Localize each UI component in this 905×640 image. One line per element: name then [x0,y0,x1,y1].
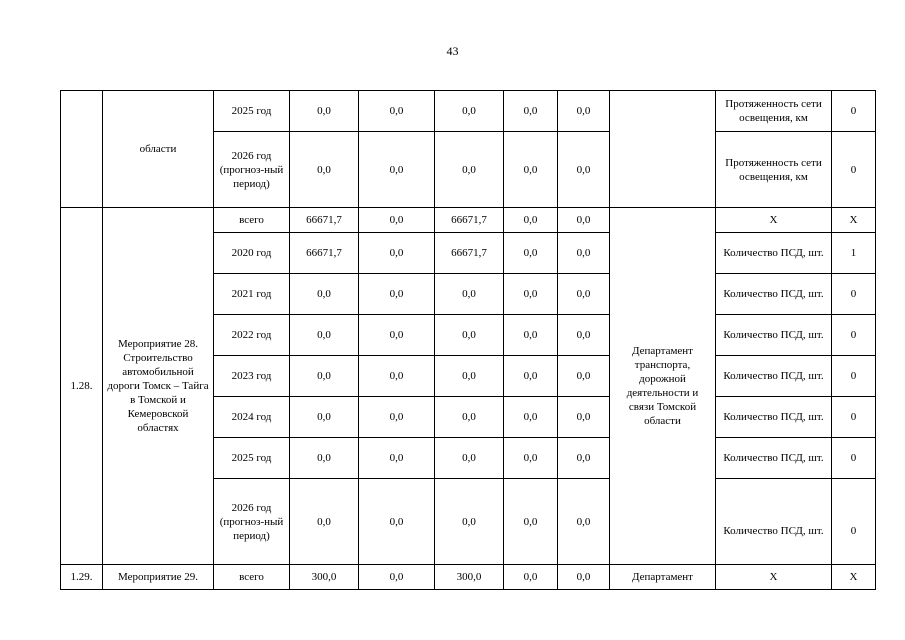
indicator-cell: Количество ПСД, шт. [716,479,832,565]
year-cell: 2025 год [214,91,290,132]
indicator-cell: Х [716,208,832,233]
amount-cell: 0,0 [558,91,610,132]
indicator-cell: Количество ПСД, шт. [716,233,832,274]
amount-cell: 0,0 [558,397,610,438]
amount-cell: 66671,7 [290,233,359,274]
table-row [61,208,876,233]
amount-cell: 0,0 [359,315,435,356]
amount-cell: 0,0 [558,132,610,208]
amount-cell: 0,0 [359,91,435,132]
indicator-value-cell: 1 [832,233,876,274]
amount-cell: 0,0 [290,397,359,438]
year-cell: 2021 год [214,274,290,315]
amount-cell: 0,0 [435,479,504,565]
year-cell: 2020 год [214,233,290,274]
amount-cell: 0,0 [435,315,504,356]
amount-cell: 0,0 [435,438,504,479]
amount-cell: 66671,7 [435,208,504,233]
amount-cell: 0,0 [504,565,558,590]
indicator-value-cell: 0 [832,397,876,438]
amount-cell: 0,0 [359,208,435,233]
amount-cell: 0,0 [359,397,435,438]
amount-cell: 0,0 [359,565,435,590]
amount-cell: 0,0 [504,315,558,356]
amount-cell: 0,0 [290,274,359,315]
indicator-value-cell: 0 [832,438,876,479]
amount-cell: 0,0 [504,479,558,565]
amount-cell: 0,0 [558,233,610,274]
table-row [61,91,876,132]
indicator-cell: Протяженность сети освещения, км [716,91,832,132]
indicator-value-cell: Х [832,565,876,590]
indicator-cell: Количество ПСД, шт. [716,397,832,438]
amount-cell: 300,0 [435,565,504,590]
amount-cell: 0,0 [558,315,610,356]
amount-cell: 0,0 [504,274,558,315]
indicator-cell: Количество ПСД, шт. [716,274,832,315]
amount-cell: 0,0 [290,315,359,356]
year-cell: всего [214,208,290,233]
indicator-value-cell: 0 [832,91,876,132]
amount-cell: 0,0 [558,438,610,479]
year-cell: 2023 год [214,356,290,397]
amount-cell: 0,0 [504,397,558,438]
amount-cell: 0,0 [290,479,359,565]
amount-cell: 0,0 [504,438,558,479]
year-cell: 2022 год [214,315,290,356]
amount-cell: 0,0 [558,356,610,397]
year-cell: всего [214,565,290,590]
indicator-value-cell: Х [832,208,876,233]
measure-name-cell: Мероприятие 29. [103,565,214,590]
year-cell: 2024 год [214,397,290,438]
executor-cell [610,91,716,208]
executor-cell: Департамент транспорта, дорожной деятельности и связи Томской области [610,208,716,565]
amount-cell: 0,0 [504,233,558,274]
amount-cell: 0,0 [504,356,558,397]
executor-cell: Департамент [610,565,716,590]
amount-cell: 0,0 [359,479,435,565]
amount-cell: 0,0 [504,132,558,208]
num-cell [61,91,103,208]
amount-cell: 0,0 [290,356,359,397]
amount-cell: 0,0 [558,274,610,315]
amount-cell: 0,0 [290,132,359,208]
measure-number-cell: 1.29. [61,565,103,590]
amount-cell: 0,0 [359,356,435,397]
amount-cell: 0,0 [504,91,558,132]
amount-cell: 66671,7 [290,208,359,233]
amount-cell: 0,0 [290,438,359,479]
amount-cell: 0,0 [558,565,610,590]
year-cell: 2025 год [214,438,290,479]
indicator-cell: Количество ПСД, шт. [716,438,832,479]
indicator-value-cell: 0 [832,132,876,208]
amount-cell: 66671,7 [435,233,504,274]
amount-cell: 300,0 [290,565,359,590]
year-cell: 2026 год (прогноз-ный период) [214,479,290,565]
year-cell: 2026 год (прогноз-ный период) [214,132,290,208]
amount-cell: 0,0 [435,274,504,315]
table-row [61,565,876,590]
amount-cell: 0,0 [359,132,435,208]
amount-cell: 0,0 [359,233,435,274]
amount-cell: 0,0 [558,208,610,233]
indicator-cell: Протяженность сети освещения, км [716,132,832,208]
amount-cell: 0,0 [558,479,610,565]
amount-cell: 0,0 [359,274,435,315]
amount-cell: 0,0 [435,91,504,132]
measure-name-cell: области [103,91,214,208]
indicator-value-cell: 0 [832,274,876,315]
indicator-cell: Количество ПСД, шт. [716,356,832,397]
amount-cell: 0,0 [435,132,504,208]
indicator-cell: Х [716,565,832,590]
amount-cell: 0,0 [504,208,558,233]
indicator-value-cell: 0 [832,315,876,356]
indicator-cell: Количество ПСД, шт. [716,315,832,356]
amount-cell: 0,0 [435,397,504,438]
budget-table [60,90,876,590]
page-number: 43 [446,44,459,58]
amount-cell: 0,0 [435,356,504,397]
indicator-value-cell: 0 [832,479,876,565]
indicator-value-cell: 0 [832,356,876,397]
measure-name-cell: Мероприятие 28. Строительство автомобильной дороги Томск – Тайга в Томской и Кемеровской областях [103,208,214,565]
amount-cell: 0,0 [359,438,435,479]
measure-number-cell: 1.28. [61,208,103,565]
amount-cell: 0,0 [290,91,359,132]
